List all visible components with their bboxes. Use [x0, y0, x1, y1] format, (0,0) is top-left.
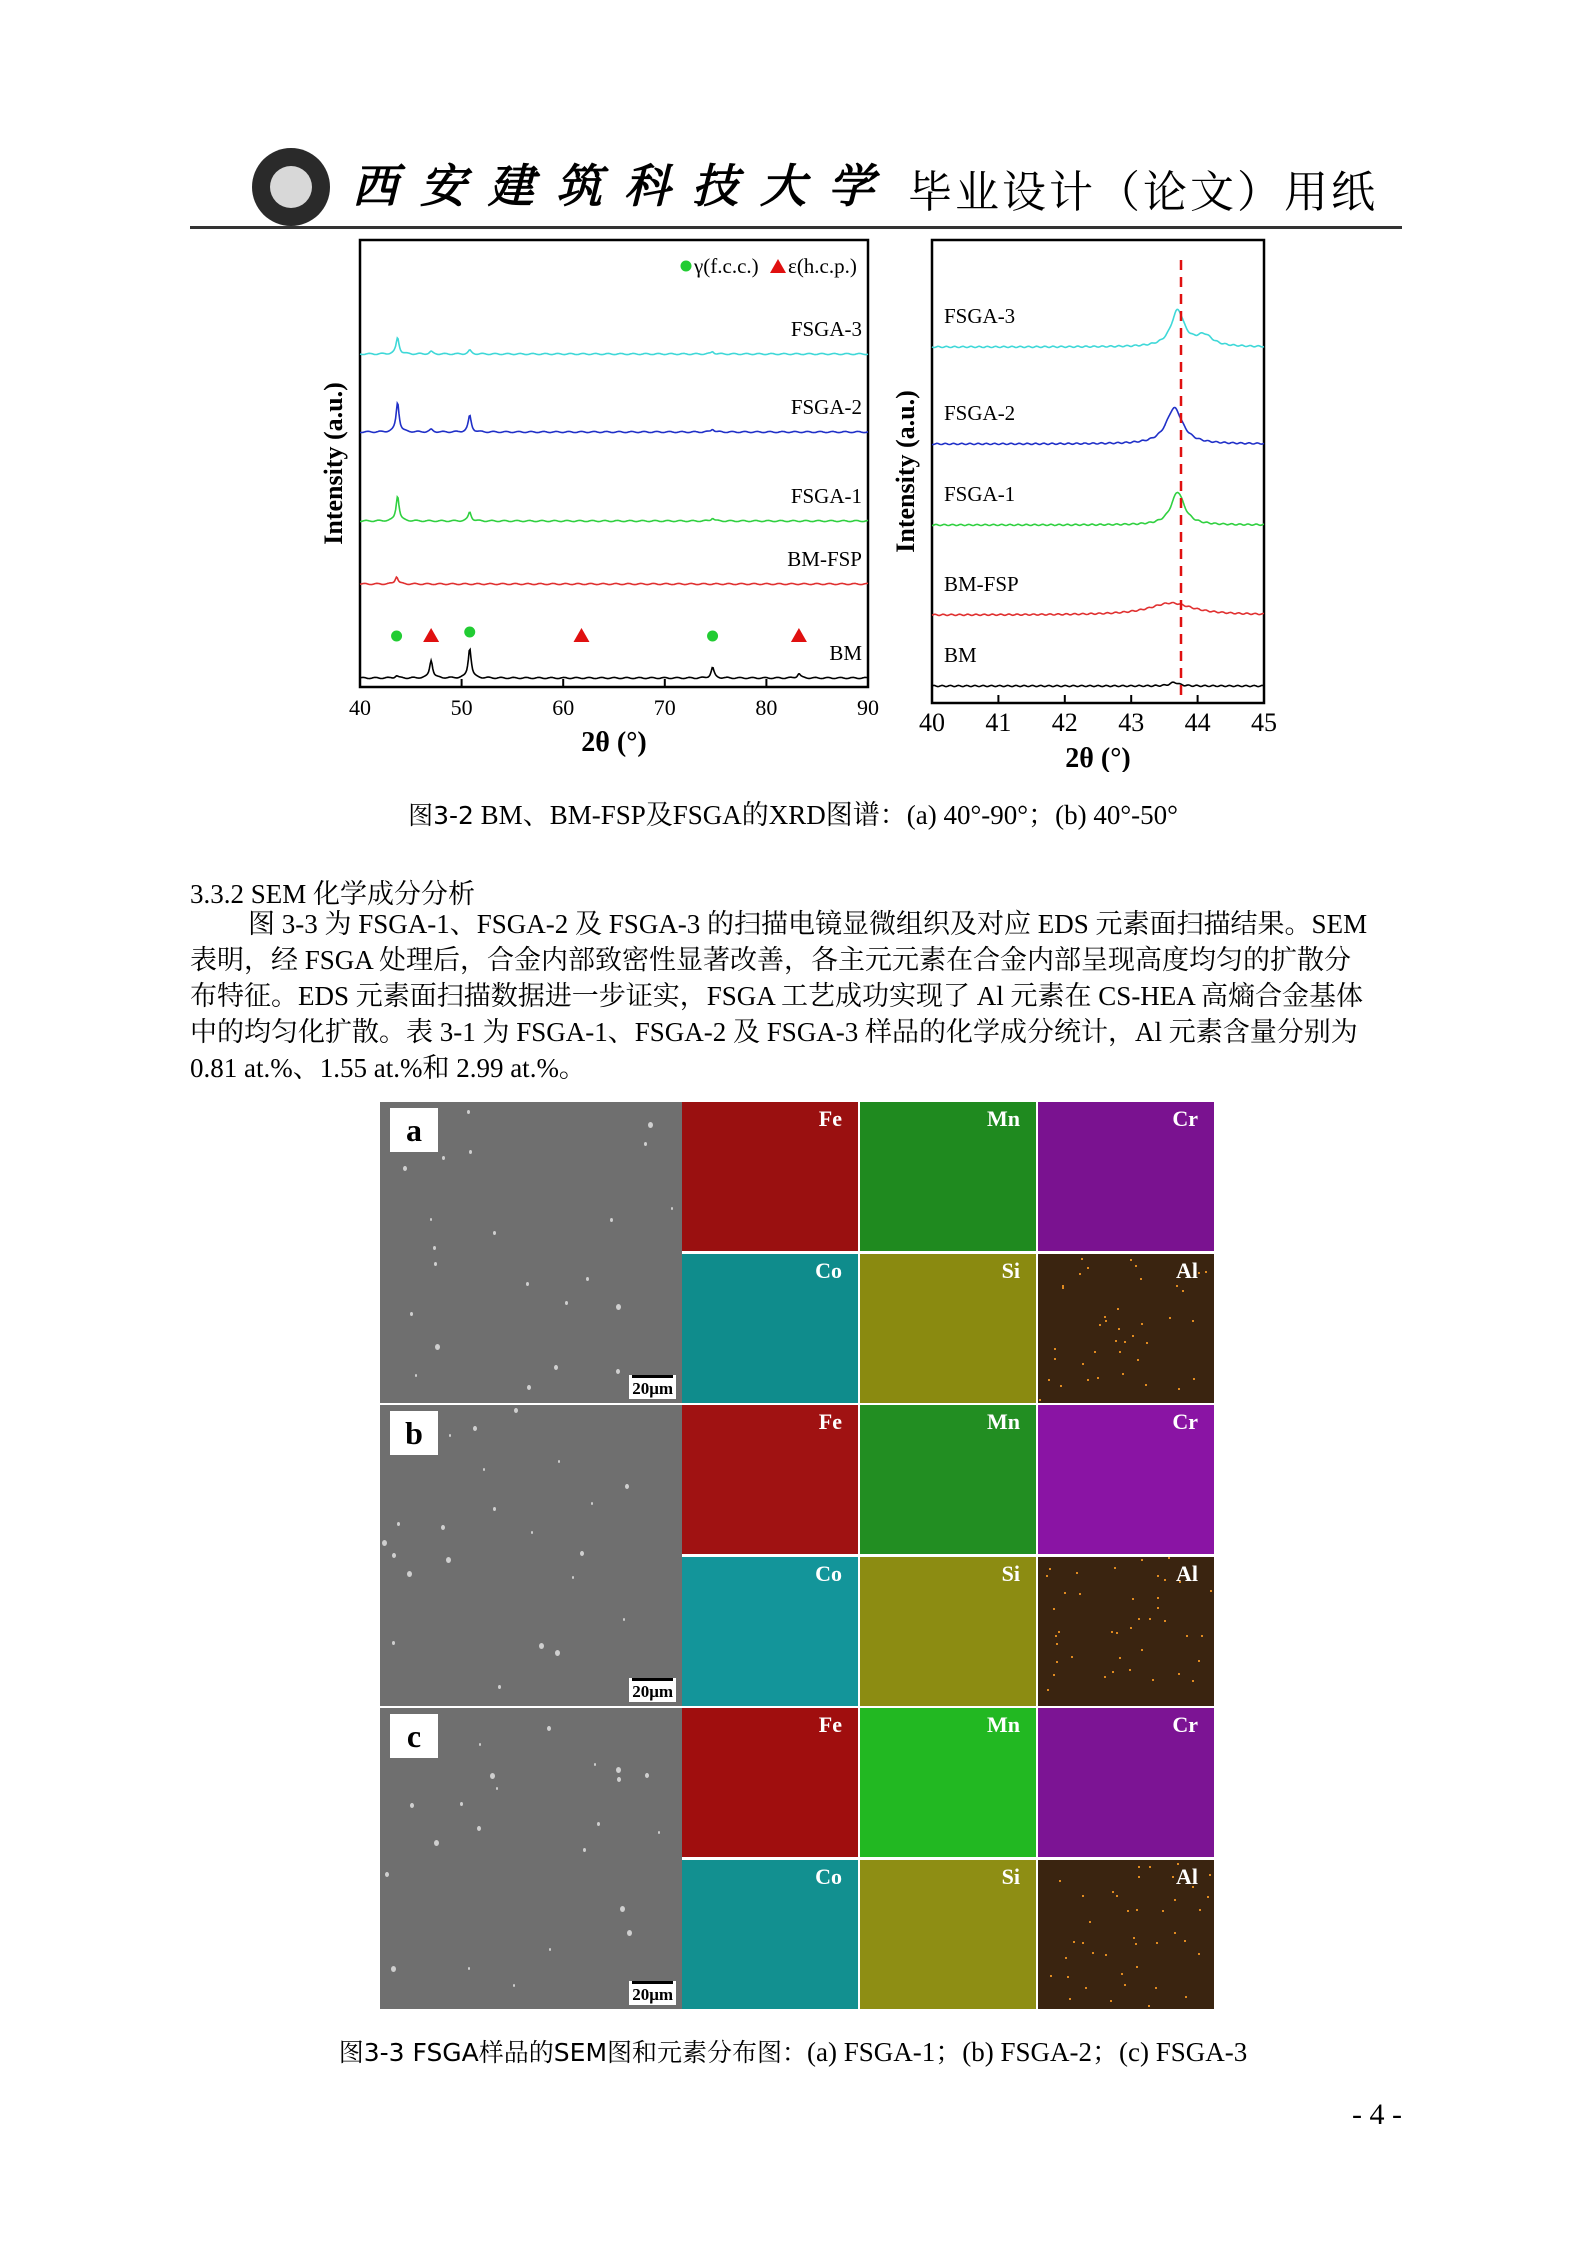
eds-map-mn: [860, 1102, 1036, 1251]
panel-letter: a: [390, 1108, 438, 1152]
al-signal-dot: [1087, 1379, 1089, 1381]
header-rule: [190, 226, 1402, 229]
al-signal-dot: [1047, 1689, 1049, 1691]
al-signal-dot: [1099, 1324, 1101, 1326]
particle: [627, 1930, 632, 1936]
eds-map-al: [1038, 1557, 1214, 1706]
x-tick-label: 43: [1118, 708, 1145, 737]
particle: [477, 1826, 481, 1831]
eds-map-co: [682, 1557, 858, 1706]
al-signal-dot: [1053, 1674, 1055, 1676]
al-signal-dot: [1105, 1320, 1107, 1322]
al-signal-dot: [1094, 1351, 1096, 1353]
sem-micrograph: [380, 1405, 682, 1706]
al-signal-dot: [1087, 1267, 1089, 1269]
particle: [460, 1802, 463, 1806]
al-signal-dot: [1105, 1954, 1107, 1956]
eds-element-label: Cr: [1172, 1712, 1198, 1737]
particle: [449, 1434, 451, 1437]
al-signal-dot: [1116, 1895, 1118, 1897]
eds-map-si: [860, 1254, 1036, 1403]
al-signal-dot: [1178, 1673, 1180, 1675]
particle: [610, 1218, 613, 1222]
al-signal-dot: [1155, 1987, 1157, 1989]
figure-3-2-caption-text: BM、BM-FSP及FSGA的XRD图谱：(a) 40°-90°；(b) 40°-50°: [473, 800, 1178, 830]
particle: [382, 1540, 387, 1546]
al-signal-dot: [1135, 1943, 1137, 1945]
al-signal-dot: [1060, 1385, 1062, 1387]
particle: [554, 1365, 558, 1370]
al-signal-dot: [1067, 1976, 1069, 1978]
eds-map-mn: [860, 1405, 1036, 1554]
eds-map-co: [682, 1254, 858, 1403]
particle: [514, 1408, 518, 1413]
al-signal-dot: [1169, 1317, 1171, 1319]
particle: [434, 1840, 439, 1846]
particle: [435, 1344, 440, 1350]
eds-element-label: Cr: [1172, 1409, 1198, 1434]
al-signal-dot: [1115, 1340, 1117, 1342]
sem-micrograph: [380, 1102, 682, 1403]
particle: [549, 1948, 551, 1951]
al-signal-dot: [1172, 1876, 1174, 1878]
particle: [620, 1906, 625, 1912]
x-tick-label: 41: [985, 708, 1012, 737]
particle: [483, 1468, 485, 1471]
particle: [392, 1641, 395, 1645]
particle: [580, 1551, 584, 1556]
al-signal-dot: [1097, 1377, 1099, 1379]
al-signal-dot: [1138, 1618, 1140, 1620]
al-signal-dot: [1064, 1592, 1066, 1594]
al-signal-dot: [1054, 1348, 1056, 1350]
al-signal-dot: [1174, 1932, 1176, 1934]
al-signal-dot: [1157, 1597, 1159, 1599]
al-signal-dot: [1152, 1679, 1154, 1681]
particle: [527, 1385, 531, 1390]
particle: [623, 1618, 625, 1621]
al-signal-dot: [1156, 1942, 1158, 1944]
fcc-phase-marker: [707, 631, 718, 642]
al-signal-dot: [1069, 1998, 1071, 2000]
al-signal-dot: [1207, 1896, 1209, 1898]
particle: [586, 1277, 589, 1281]
particle: [597, 1822, 600, 1826]
eds-map-si: [860, 1860, 1036, 2009]
particle: [407, 1571, 412, 1577]
particle: [583, 1848, 586, 1852]
al-signal-dot: [1157, 1575, 1159, 1577]
al-signal-dot: [1178, 1388, 1180, 1390]
fcc-phase-marker: [464, 627, 475, 638]
al-signal-dot: [1174, 1899, 1176, 1901]
al-signal-dot: [1210, 1590, 1212, 1592]
eds-element-label: Fe: [818, 1106, 842, 1131]
al-signal-dot: [1048, 1379, 1050, 1381]
al-signal-dot: [1053, 1608, 1055, 1610]
section-paragraph: [190, 906, 1402, 1086]
particle: [442, 1156, 445, 1160]
particle: [446, 1557, 451, 1563]
al-signal-dot: [1089, 1921, 1091, 1923]
particle: [616, 1304, 621, 1310]
series-label-fsga-2: FSGA-2: [790, 395, 862, 419]
y-axis-label: Intensity (a.u.): [319, 382, 348, 545]
x-tick-label: 90: [857, 695, 879, 720]
university-logo: [252, 148, 330, 226]
particle: [493, 1507, 496, 1511]
scale-bar: 20μm: [629, 1981, 676, 2005]
figure-3-3-caption-text: (a) FSGA-1；(b) FSGA-2；(c) FSGA-3: [807, 2037, 1248, 2067]
particle: [415, 1374, 417, 1377]
particle: [645, 1773, 649, 1778]
particle: [555, 1650, 560, 1656]
paragraph-line: 0.81 at.%、1.55 at.%和 2.99 at.%。: [190, 1053, 586, 1083]
al-signal-dot: [1116, 1632, 1118, 1634]
eds-map-cr: [1038, 1708, 1214, 1857]
eds-element-label: Si: [1001, 1561, 1020, 1586]
eds-map-mn: [860, 1708, 1036, 1857]
particle: [558, 1460, 560, 1463]
eds-element-label: Al: [1176, 1258, 1198, 1283]
al-signal-dot: [1118, 1328, 1120, 1330]
x-axis-label: 2θ (°): [581, 727, 647, 758]
particle: [671, 1207, 673, 1210]
particle: [531, 1531, 533, 1534]
particle: [616, 1767, 621, 1773]
al-signal-dot: [1141, 1649, 1143, 1651]
particle: [648, 1122, 653, 1128]
al-signal-dot: [1141, 1323, 1143, 1325]
al-signal-dot: [1112, 1891, 1114, 1893]
al-signal-dot: [1050, 1975, 1052, 1977]
al-signal-dot: [1056, 1643, 1058, 1645]
al-signal-dot: [1114, 1567, 1116, 1569]
eds-element-label: Cr: [1172, 1106, 1198, 1131]
university-name: 西安建筑科技大学: [352, 159, 896, 213]
scale-bar: 20μm: [629, 1375, 676, 1399]
eds-element-label: Mn: [987, 1409, 1020, 1434]
al-signal-dot: [1149, 1618, 1151, 1620]
page-number: - 4 -: [1352, 2098, 1402, 2131]
section-title: 3.3.2 SEM 化学成分分析: [190, 879, 476, 909]
al-signal-dot: [1164, 1579, 1166, 1581]
series-label-fsga-2: FSGA-2: [944, 401, 1016, 425]
al-signal-dot: [1140, 1278, 1142, 1280]
x-tick-label: 44: [1184, 708, 1211, 737]
al-signal-dot: [1092, 1952, 1094, 1954]
al-signal-dot: [1082, 1363, 1084, 1365]
al-signal-dot: [1124, 1984, 1126, 1986]
al-signal-dot: [1082, 1942, 1084, 1944]
al-signal-dot: [1137, 1359, 1139, 1361]
eds-element-label: Mn: [987, 1106, 1020, 1131]
series-label-fsga-1: FSGA-1: [790, 484, 862, 508]
al-signal-dot: [1129, 1669, 1131, 1671]
al-signal-dot: [1081, 1258, 1083, 1260]
eds-element-label: Fe: [818, 1712, 842, 1737]
al-signal-dot: [1133, 1937, 1135, 1939]
legend-fcc-marker: [681, 261, 692, 272]
particle: [490, 1773, 495, 1779]
paragraph-line: 表明，经 FSGA 处理后，合金内部致密性显著改善，各主元元素在合金内部呈现高度均匀的扩散分: [190, 945, 1352, 975]
xrd-chart-b: [880, 232, 1300, 772]
al-signal-dot: [1079, 1273, 1081, 1275]
al-signal-dot: [1039, 1399, 1041, 1401]
al-signal-dot: [1138, 1866, 1140, 1868]
al-signal-dot: [1136, 1966, 1138, 1968]
al-signal-dot: [1104, 1676, 1106, 1678]
series-label-fsga-1: FSGA-1: [944, 482, 1016, 506]
al-signal-dot: [1162, 1910, 1164, 1912]
al-signal-dot: [1119, 1351, 1121, 1353]
particle: [526, 1282, 529, 1286]
particle: [430, 1218, 432, 1221]
particle: [625, 1484, 629, 1489]
figure-3-2-caption: [0, 793, 1586, 832]
al-signal-dot: [1193, 1378, 1195, 1380]
al-signal-dot: [1135, 1265, 1137, 1267]
particle: [539, 1643, 544, 1649]
eds-element-label: Si: [1001, 1258, 1020, 1283]
series-label-fsga-3: FSGA-3: [944, 304, 1016, 328]
eds-map-fe: [682, 1405, 858, 1554]
series-label-bm: BM: [829, 641, 862, 665]
sem-eds-figure: [380, 1102, 1214, 2006]
al-signal-dot: [1071, 1656, 1073, 1658]
al-signal-dot: [1186, 1635, 1188, 1637]
y-axis-label: Intensity (a.u.): [891, 390, 920, 553]
al-signal-dot: [1055, 1635, 1057, 1637]
eds-element-label: Si: [1001, 1864, 1020, 1889]
particle: [591, 1502, 593, 1505]
particle: [434, 1262, 437, 1266]
al-signal-dot: [1138, 1876, 1140, 1878]
legend-hcp-label: ε(h.c.p.): [788, 254, 857, 278]
x-axis-label: 2θ (°): [1065, 743, 1131, 772]
particle: [467, 1110, 470, 1114]
al-signal-dot: [1209, 1874, 1211, 1876]
panel-letter: b: [390, 1411, 438, 1455]
eds-map-si: [860, 1557, 1036, 1706]
particle: [410, 1803, 414, 1808]
al-signal-dot: [1146, 1342, 1148, 1344]
al-signal-dot: [1117, 1308, 1119, 1310]
x-tick-label: 40: [919, 708, 945, 737]
particle: [493, 1231, 496, 1235]
x-tick-label: 42: [1051, 708, 1078, 737]
al-signal-dot: [1104, 1316, 1106, 1318]
particle: [479, 1743, 481, 1746]
particle: [496, 1787, 498, 1790]
paragraph-line: 图 3-3 为 FSGA-1、FSGA-2 及 FSGA-3 的扫描电镜显微组织及对应 EDS 元素面扫描结果。SEM: [248, 909, 1368, 939]
al-signal-dot: [1076, 1572, 1078, 1574]
eds-map-al: [1038, 1254, 1214, 1403]
al-signal-dot: [1073, 1941, 1075, 1943]
x-tick-label: 40: [349, 695, 371, 720]
al-signal-dot: [1112, 1671, 1114, 1673]
eds-map-co: [682, 1860, 858, 2009]
al-signal-dot: [1184, 1940, 1186, 1942]
al-signal-dot: [1192, 1680, 1194, 1682]
particle: [403, 1166, 407, 1171]
x-tick-label: 80: [755, 695, 778, 720]
al-signal-dot: [1110, 2000, 1112, 2002]
series-label-bm: BM: [944, 643, 977, 667]
al-signal-dot: [1199, 1909, 1201, 1911]
particle: [441, 1525, 445, 1530]
al-signal-dot: [1136, 1909, 1138, 1911]
al-signal-dot: [1124, 1341, 1126, 1343]
particle: [565, 1301, 568, 1305]
particle: [594, 1763, 596, 1766]
particle: [572, 1576, 574, 1579]
al-signal-dot: [1062, 1287, 1064, 1289]
fcc-phase-marker: [391, 631, 402, 642]
al-signal-dot: [1121, 1973, 1123, 1975]
series-label-bm-fsp: BM-FSP: [787, 547, 862, 571]
al-signal-dot: [1130, 1259, 1132, 1261]
eds-element-label: Fe: [818, 1409, 842, 1434]
particle: [644, 1142, 647, 1146]
paper-label: 毕业设计（论文）用纸: [908, 167, 1378, 218]
al-signal-dot: [1176, 1285, 1178, 1287]
eds-map-al: [1038, 1860, 1214, 2009]
al-signal-dot: [1157, 1607, 1159, 1609]
al-signal-dot: [1058, 1631, 1060, 1633]
al-signal-dot: [1192, 1320, 1194, 1322]
al-signal-dot: [1111, 1631, 1113, 1633]
al-signal-dot: [1201, 1635, 1203, 1637]
al-signal-dot: [1168, 1557, 1170, 1559]
x-tick-label: 70: [653, 695, 676, 720]
x-tick-label: 45: [1251, 708, 1277, 737]
xrd-chart-a: [300, 232, 880, 772]
al-signal-dot: [1132, 1598, 1134, 1600]
eds-element-label: Co: [815, 1258, 842, 1283]
al-signal-dot: [1148, 2005, 1150, 2007]
x-tick-label: 60: [552, 695, 575, 720]
particle: [392, 1553, 396, 1558]
al-signal-dot: [1049, 1568, 1051, 1570]
x-tick-label: 50: [450, 695, 473, 720]
al-signal-dot: [1059, 1880, 1061, 1882]
series-label-bm-fsp: BM-FSP: [944, 572, 1019, 596]
particle: [498, 1685, 501, 1689]
particle: [547, 1726, 551, 1731]
eds-element-label: Co: [815, 1864, 842, 1889]
al-signal-dot: [1054, 1358, 1056, 1360]
figure-3-2-caption-label: 图3-2: [408, 801, 474, 830]
al-signal-dot: [1141, 1559, 1143, 1561]
particle: [513, 1984, 515, 1987]
paragraph-line: 布特征。EDS 元素面扫描数据进一步证实，FSGA 工艺成功实现了 Al 元素在 CS-HEA 高熵合金基体: [190, 981, 1364, 1011]
panel-letter: c: [390, 1714, 438, 1758]
legend-fcc-label: γ(f.c.c.): [694, 254, 759, 278]
al-signal-dot: [1056, 1661, 1058, 1663]
eds-map-fe: [682, 1102, 858, 1251]
al-signal-dot: [1119, 1657, 1121, 1659]
plot-frame: [360, 240, 868, 687]
eds-map-fe: [682, 1708, 858, 1857]
al-signal-dot: [1065, 1957, 1067, 1959]
al-signal-dot: [1085, 1987, 1087, 1989]
al-signal-dot: [1164, 1620, 1166, 1622]
al-signal-dot: [1082, 1895, 1084, 1897]
particle: [385, 1872, 389, 1877]
particle: [391, 1966, 396, 1972]
eds-element-label: Al: [1176, 1561, 1198, 1586]
al-signal-dot: [1122, 1373, 1124, 1375]
eds-element-label: Mn: [987, 1712, 1020, 1737]
particle: [397, 1522, 400, 1526]
al-signal-dot: [1182, 1290, 1184, 1292]
figure-3-3-caption-label: 图3-3 FSGA样品的SEM图和元素分布图：: [338, 2038, 808, 2067]
al-signal-dot: [1145, 1384, 1147, 1386]
series-label-fsga-3: FSGA-3: [790, 317, 862, 341]
al-signal-dot: [1198, 1953, 1200, 1955]
particle: [468, 1967, 470, 1970]
scale-bar: 20μm: [629, 1678, 676, 1702]
eds-map-cr: [1038, 1102, 1214, 1251]
particle: [433, 1246, 436, 1250]
particle: [617, 1777, 621, 1782]
al-signal-dot: [1149, 1866, 1151, 1868]
al-signal-dot: [1079, 1593, 1081, 1595]
particle: [473, 1426, 477, 1431]
al-signal-dot: [1130, 1627, 1132, 1629]
logo-emblem: [270, 166, 312, 208]
paragraph-line: 中的均匀化扩散。表 3-1 为 FSGA-1、FSGA-2 及 FSGA-3 样品的化学成分统计，Al 元素含量分别为: [190, 1017, 1358, 1047]
eds-map-cr: [1038, 1405, 1214, 1554]
al-signal-dot: [1062, 1285, 1064, 1287]
particle: [410, 1312, 413, 1316]
al-signal-dot: [1205, 1271, 1207, 1273]
al-signal-dot: [1046, 1575, 1048, 1577]
al-signal-dot: [1132, 1335, 1134, 1337]
sem-micrograph: [380, 1708, 682, 2009]
al-signal-dot: [1185, 1996, 1187, 1998]
figure-3-3-caption: [0, 2030, 1586, 2069]
particle: [469, 1150, 472, 1154]
al-signal-dot: [1198, 1272, 1200, 1274]
particle: [658, 1831, 660, 1834]
eds-element-label: Co: [815, 1561, 842, 1586]
particle: [616, 1369, 620, 1374]
al-signal-dot: [1127, 1910, 1129, 1912]
eds-element-label: Al: [1176, 1864, 1198, 1889]
al-signal-dot: [1198, 1660, 1200, 1662]
